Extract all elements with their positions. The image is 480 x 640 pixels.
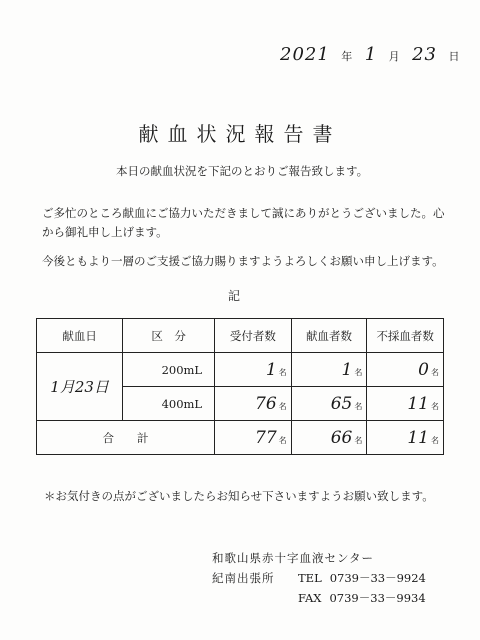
fax-row [212, 588, 426, 608]
sender-branch: 紀南出張所 [212, 571, 275, 585]
note-text: ＊お気付きの点がございましたらお知らせ下さいますようお願い致します。 [44, 489, 434, 503]
total-row [37, 421, 444, 455]
header-kubun: 区 分 [123, 319, 215, 353]
kubun-cell: 200mL [123, 353, 215, 387]
table-header-row [37, 319, 444, 353]
total-label: 合 計 [37, 421, 215, 455]
date-year-label: 年 [341, 50, 354, 63]
total-kenketsu-cell [291, 421, 367, 455]
date-year: 2021 [280, 44, 330, 65]
header-uketsuke: 受付者数 [215, 319, 292, 353]
total-fusaiketsu-cell [367, 421, 444, 455]
intro-paragraph: 本日の献血状況を下記のとおりご報告致します。 [116, 164, 369, 178]
unit-label: 名 [278, 401, 287, 411]
request-paragraph: 今後ともより一層のご支援ご協力賜りますようよろしくお願い申し上げます。 [42, 254, 444, 268]
unit-label: 名 [431, 367, 439, 377]
unit-label: 名 [354, 435, 363, 445]
fusaiketsu-value: 11 [407, 393, 429, 414]
fax-label: FAX [298, 591, 322, 605]
donation-table [36, 318, 444, 455]
table-row [37, 353, 444, 387]
total-uketsuke-value: 77 [255, 427, 277, 448]
unit-label: 名 [431, 435, 439, 445]
header-date: 献血日 [37, 319, 123, 353]
tel-row [212, 568, 426, 588]
kenketsu-cell [291, 353, 367, 387]
fax-number: 0739－33－9934 [329, 591, 426, 605]
kenketsu-value: 1 [341, 359, 353, 380]
unit-label: 名 [354, 367, 363, 377]
document-title: 献血状況報告書 [138, 122, 342, 146]
header-kenketsu: 献血者数 [291, 319, 367, 353]
total-kenketsu-value: 66 [330, 427, 353, 448]
header-fusaiketsu: 不採血者数 [367, 319, 444, 353]
ki-heading: 記 [228, 289, 241, 303]
unit-label: 名 [278, 367, 287, 377]
report-date [280, 44, 466, 65]
total-uketsuke-cell [215, 421, 292, 455]
unit-label: 名 [431, 401, 439, 411]
unit-label: 名 [354, 401, 363, 411]
donation-date-cell: 1月23日 [37, 353, 123, 421]
unit-label: 名 [278, 435, 287, 445]
date-day: 23 [412, 44, 437, 65]
tel-number: 0739－33－9924 [329, 571, 426, 585]
fusaiketsu-value: 0 [418, 359, 429, 380]
kenketsu-cell [291, 387, 367, 421]
date-month: 1 [364, 44, 378, 65]
total-fusaiketsu-value: 11 [407, 427, 429, 448]
fusaiketsu-cell [367, 387, 444, 421]
thanks-paragraph: ご多忙のところ献血にご協力いただきまして誠にありがとうございました。心から御礼申し上げます。 [42, 206, 445, 239]
uketsuke-value: 1 [265, 359, 277, 380]
sender-org: 和歌山県赤十字血液センター [212, 551, 375, 565]
tel-label: TEL [298, 571, 322, 585]
uketsuke-cell [215, 353, 292, 387]
uketsuke-value: 76 [255, 393, 277, 414]
fusaiketsu-cell [367, 353, 444, 387]
date-day-label: 日 [448, 50, 461, 63]
kenketsu-value: 65 [330, 393, 353, 414]
date-month-label: 月 [388, 50, 401, 63]
uketsuke-cell [215, 387, 292, 421]
kubun-cell: 400mL [123, 387, 215, 421]
sender-block [212, 548, 426, 608]
